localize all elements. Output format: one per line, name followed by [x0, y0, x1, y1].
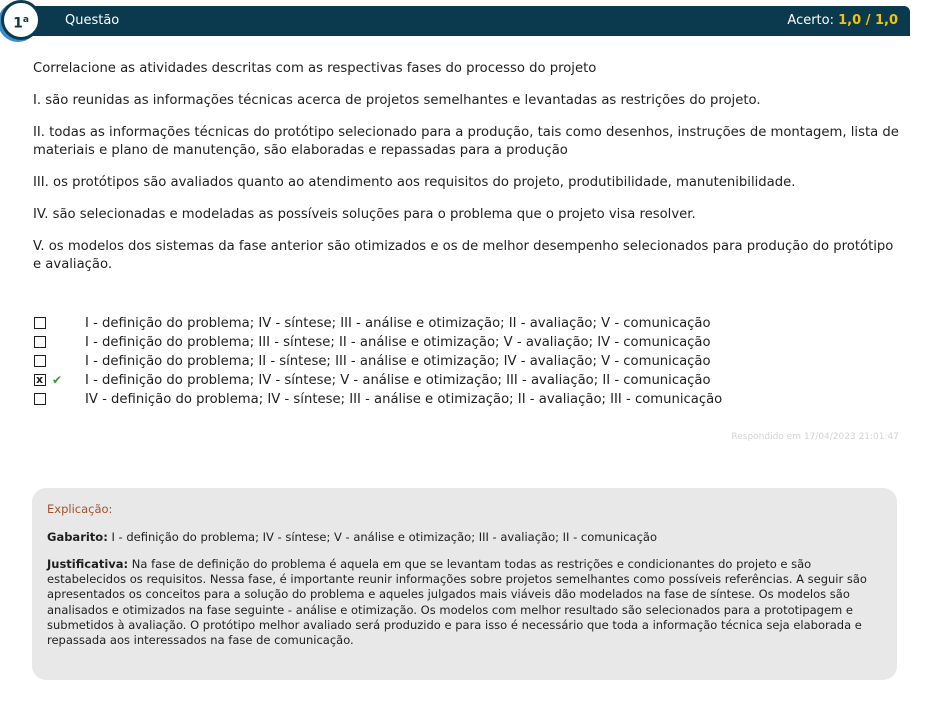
- option-e[interactable]: [33, 390, 913, 409]
- gabarito-label: Gabarito:: [47, 530, 108, 544]
- option-text: I - definição do problema; IV - síntese; III - análise e otimização; II - avaliação; V - comunicação: [85, 316, 711, 331]
- score: [787, 13, 898, 28]
- option-b[interactable]: [33, 333, 913, 352]
- statement-item-v: V. os modelos dos sistemas da fase anterior são otimizados e os de melhor desempenho selecionados para produção do protótipo e avaliação.: [33, 239, 894, 272]
- question-title: Questão: [65, 13, 120, 28]
- option-text: IV - definição do problema; IV - síntese; III - análise e otimização; II - avaliação; III - comunicação: [85, 392, 723, 407]
- question-statement: [33, 60, 903, 288]
- justificativa-text: Na fase de definição do problema é aquela em que se levantam todas as restrições e condicionantes do projeto e são estabelecidos os requisitos. Nessa fase, é importante reunir informações sobre projetos semelhantes como possíveis referências. A seguir são apresentados os conceitos para a solução do problema e aqueles julgados mais viáveis dão modelados na fase de síntese. Os modelos são analisados e otimizados na fase seguinte - análise e otimização. Os modelos com melhor resultado são selecionados para a prototipagem e submetidos à avaliação. O protótipo melhor avaliado será produzido e para isso é necessário que toda a informação técnica seja elaborada e repassada aos interessados na fase de comunicação.: [47, 557, 867, 648]
- score-label: Acerto:: [787, 13, 834, 28]
- statement-item-ii: II. todas as informações técnicas do protótipo selecionado para a produção, tais como desenhos, instruções de montagem, lista de materiais e plano de manutenção, são elaboradas e repassadas para a produção: [33, 125, 899, 158]
- explanation-label: Explicação:: [47, 502, 113, 516]
- option-a[interactable]: [33, 314, 913, 333]
- option-text: I - definição do problema; III - síntese; II - análise e otimização; V - avaliação; IV - comunicação: [85, 335, 711, 350]
- justificativa: [47, 557, 887, 648]
- statement-item-i: I. são reunidas as informações técnicas acerca de projetos semelhantes e levantadas as restrições do projeto.: [33, 93, 761, 108]
- checkbox[interactable]: [34, 336, 46, 348]
- option-d[interactable]: [33, 371, 913, 390]
- answered-timestamp: Respondido em 17/04/2023 21:01:47: [731, 432, 899, 442]
- statement-intro: Correlacione as atividades descritas com as respectivas fases do processo do projeto: [33, 61, 597, 76]
- score-value: 1,0 / 1,0: [838, 13, 898, 28]
- question-number-sup: a: [22, 15, 29, 25]
- checkbox[interactable]: [34, 393, 46, 405]
- option-c[interactable]: [33, 352, 913, 371]
- question-header: [10, 6, 910, 36]
- justificativa-label: Justificativa:: [47, 557, 129, 571]
- option-text: I - definição do problema; IV - síntese; V - análise e otimização; III - avaliação; II - comunicação: [85, 373, 711, 388]
- gabarito: [47, 530, 887, 545]
- checkbox-checked[interactable]: [34, 374, 46, 386]
- question-number: 1: [13, 15, 23, 32]
- checkbox[interactable]: [34, 317, 46, 329]
- explanation-box: [32, 488, 897, 680]
- answer-options: [33, 314, 913, 409]
- option-text: I - definição do problema; II - síntese; III - análise e otimização; IV - avaliação; V - comunicação: [85, 354, 711, 369]
- statement-item-iv: IV. são selecionadas e modeladas as possíveis soluções para o problema que o projeto visa resolver.: [33, 207, 696, 222]
- gabarito-text: I - definição do problema; IV - síntese; V - análise e otimização; III - avaliação; II - comunicação: [107, 530, 657, 544]
- statement-item-iii: III. os protótipos são avaliados quanto ao atendimento aos requisitos do projeto, produtibilidade, manutenibilidade.: [33, 175, 796, 190]
- correct-check-icon: ✔: [52, 373, 63, 387]
- checkbox[interactable]: [34, 355, 46, 367]
- question-number-badge: [1, 0, 41, 40]
